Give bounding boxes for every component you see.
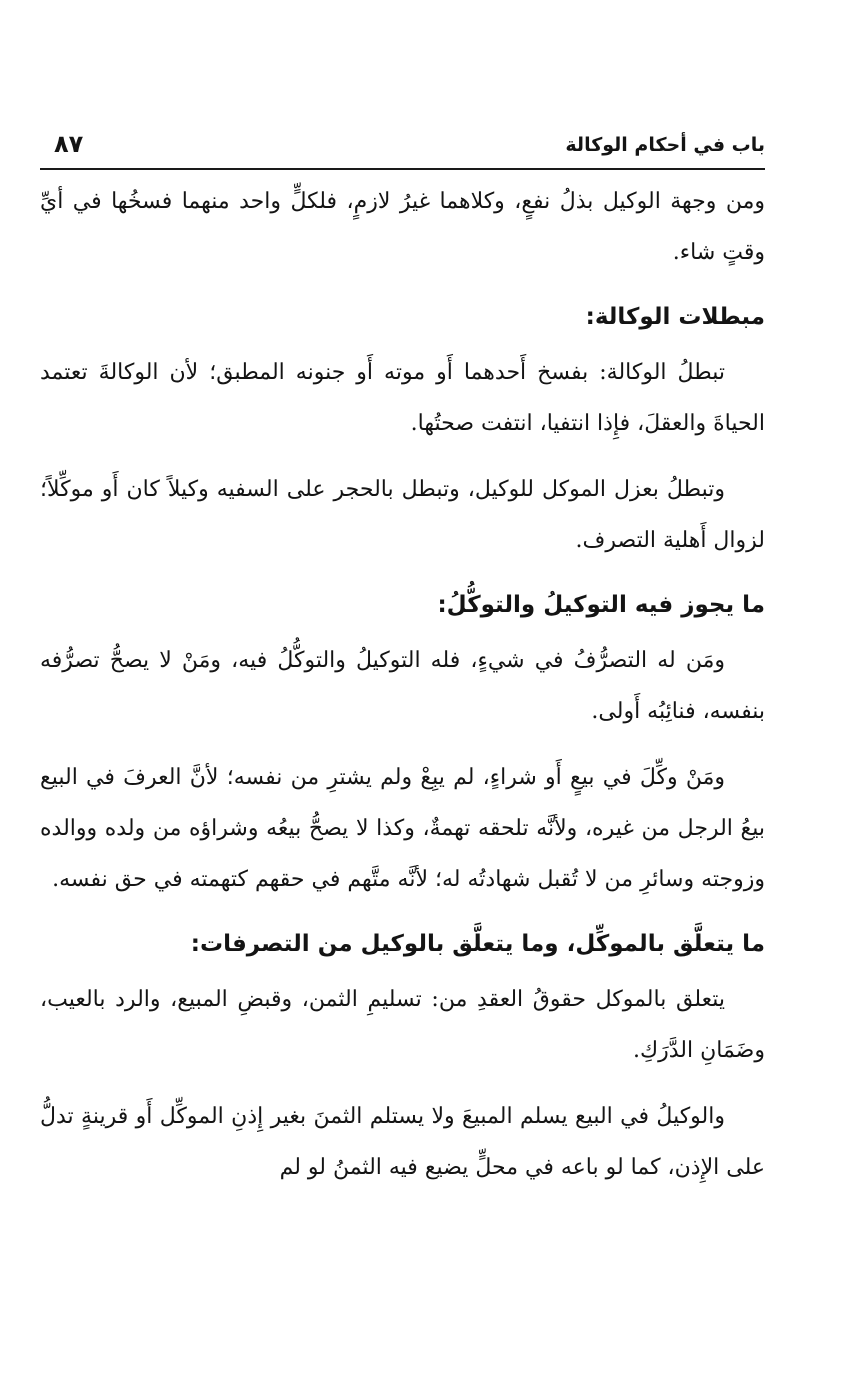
page-body: [40, 176, 765, 1193]
heading-principal-agent-duties: ما يتعلَّق بالموكِّل، وما يتعلَّق بالوكيل من التصرفات:: [190, 931, 765, 957]
heading-agency-invalidators: مبطلات الوكالة:: [585, 304, 765, 330]
heading-permissible-delegation: ما يجوز فيه التوكيلُ والتوكُّلُ:: [437, 592, 765, 618]
paragraph-dismissal-interdiction: وتبطلُ بعزل الموكل للوكيل، وتبطل بالحجر على السفيه وكيلاً كان أَو موكِّلاً؛ لزوال أَهلية التصرف.: [40, 477, 765, 553]
running-title: باب في أحكام الوكالة: [565, 134, 765, 156]
page-number: ٨٧: [54, 130, 84, 158]
book-page: [40, 120, 765, 1208]
paragraph-who-may-delegate: ومَن له التصرُّفُ في شيءٍ، فله التوكيلُ والتوكُّلُ فيه، ومَنْ لا يصحُّ تصرُّفه بنفسه، فنائِبُه أَولى.: [40, 648, 765, 724]
paragraph-contract-nature: ومن وجهة الوكيل بذلُ نفعٍ، وكلاهما غيرُ لازمٍ، فلكلٍّ واحد منهما فسخُها في أيِّ وقتٍ شاء.: [40, 189, 765, 265]
paragraph-self-dealing: ومَنْ وكِّلَ في بيعٍ أَو شراءٍ، لم يبِعْ ولم يشترِ من نفسه؛ لأنَّ العرفَ في البيع بيعُ الرجل من غيره، ولأنَّه تلحقه تهمةٌ، وكذا لا يصحُّ بيعُه وشراؤه من ولده ووالده وزوجته وسائرِ من لا تُقبل شهادتُه له؛ لأنَّه متَّهم في حقهم كتهمته في حق نفسه.: [40, 765, 765, 892]
page-header: [40, 120, 765, 170]
paragraph-principal-rights: يتعلق بالموكل حقوقُ العقدِ من: تسليمِ الثمن، وقبضِ المبيع، والرد بالعيب، وضَمَانِ الدَّرَكِ.: [40, 987, 765, 1063]
paragraph-invalidation-causes: تبطلُ الوكالة: بفسخ أَحدهما أَو موته أَو جنونه المطبق؛ لأن الوكالةَ تعتمد الحياةَ والعقلَ، فإِذا انتفيا، انتفت صحتُها.: [40, 360, 765, 436]
paragraph-agent-in-sale: والوكيلُ في البيع يسلم المبيعَ ولا يستلم الثمنَ بغير إِذنِ الموكِّل أَو قرينةٍ تدلُّ على الإِذن، كما لو باعه في محلٍّ يضيع فيه الثمنُ لو لم: [40, 1104, 765, 1180]
